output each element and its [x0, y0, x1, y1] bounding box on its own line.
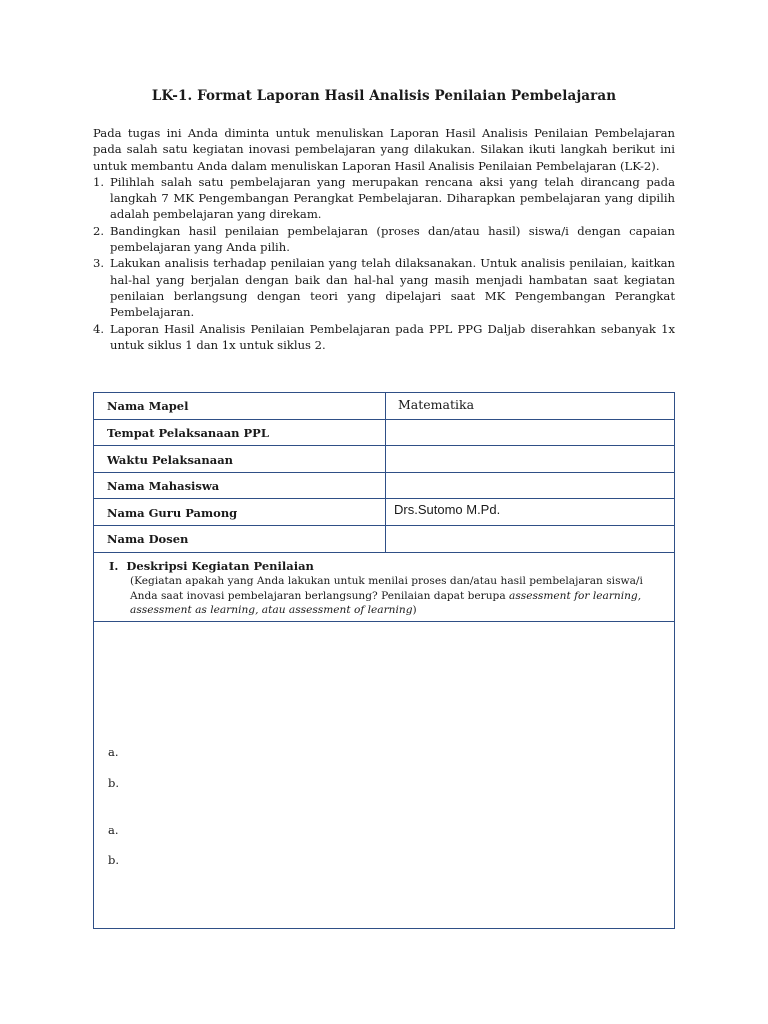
- step-text: Lakukan analisis terhadap penilaian yang telah dilaksanakan. Untuk analisis penilaian, kaitkan hal-hal yang berjalan dengan baik dan hal-hal yang masih menjadi hambatan saat kegiatan penilaian berlangsung dengan teori yang dipelajari saat MK Pengembangan Perangkat Pembelajaran.: [110, 256, 675, 320]
- step-item: [93, 321, 675, 354]
- step-item: [93, 174, 675, 223]
- row-nama-guru-pamong: [94, 499, 674, 526]
- instructions: [93, 125, 675, 353]
- value-nama-mapel[interactable]: Matematika: [398, 397, 475, 412]
- section-header-row: [94, 553, 674, 622]
- document-title: LK-1. Format Laporan Hasil Analisis Penilaian Pembelajaran: [151, 88, 617, 104]
- step-item: [93, 255, 675, 320]
- answer-item-b: b.: [108, 853, 120, 867]
- report-form-table: [93, 392, 675, 929]
- label-nama-dosen: Nama Dosen: [107, 532, 189, 546]
- row-nama-mapel: [94, 393, 674, 420]
- label-nama-mahasiswa: Nama Mahasiswa: [107, 479, 220, 493]
- section-title: Deskripsi Kegiatan Penilaian: [126, 559, 314, 573]
- row-nama-mahasiswa: [94, 473, 674, 499]
- step-item: [93, 223, 675, 256]
- section-desc-close: ): [412, 604, 417, 617]
- section-desc-text: (Kegiatan apakah yang Anda lakukan untuk menilai proses dan/atau hasil pembelajaran siswa/i Anda saat inovasi pembelajaran berlangsung? Penilaian dapat berupa: [130, 575, 643, 602]
- label-waktu-pelaksanaan: Waktu Pelaksanaan: [107, 453, 234, 467]
- label-nama-guru-pamong: Nama Guru Pamong: [107, 506, 238, 520]
- column-divider: [385, 446, 386, 472]
- column-divider: [385, 499, 386, 525]
- row-tempat-pelaksanaan: [94, 420, 674, 446]
- step-text: Bandingkan hasil penilaian pembelajaran (proses dan/atau hasil) siswa/i dengan capaian pembelajaran yang Anda pilih.: [110, 223, 675, 255]
- step-text: Pilihlah salah satu pembelajaran yang merupakan rencana aksi yang telah dirancang pada langkah 7 MK Pengembangan Perangkat Pembelajaran. Diharapkan pembelajaran yang dipilih adalah pembelajaran yang direkam.: [110, 174, 675, 222]
- row-waktu-pelaksanaan: [94, 446, 674, 473]
- answer-item-a: a.: [108, 745, 119, 759]
- step-text: Laporan Hasil Analisis Penilaian Pembelajaran pada PPL PPG Daljab diserahkan sebanyak 1x untuk siklus 1 dan 1x untuk siklus 2.: [110, 321, 675, 352]
- intro-paragraph: Pada tugas ini Anda diminta untuk menuliskan Laporan Hasil Analisis Penilaian Pembelajaran pada salah satu kegiatan inovasi pembelajaran yang dilakukan. Silakan ikuti langkah berikut ini untuk membantu Anda dalam menuliskan Laporan Hasil Analisis Penilaian Pembelajaran (LK-2).: [93, 126, 675, 173]
- section-description: [130, 574, 660, 618]
- value-nama-guru-pamong[interactable]: Drs.Sutomo M.Pd.: [394, 502, 501, 517]
- label-tempat-pelaksanaan: Tempat Pelaksanaan PPL: [107, 426, 269, 440]
- section-desc-italic: assessment for learning, assessment as learning, atau assessment of learning: [130, 589, 642, 617]
- label-nama-mapel: Nama Mapel: [107, 399, 189, 413]
- answer-item-a: a.: [108, 823, 119, 837]
- steps-list: [93, 174, 675, 353]
- step-number: 3.: [93, 256, 105, 271]
- answer-item-b: b.: [108, 776, 120, 790]
- section-number: I.: [109, 559, 119, 573]
- step-number: 2.: [93, 223, 105, 238]
- row-nama-dosen: [94, 526, 674, 553]
- section-heading: [109, 559, 314, 573]
- column-divider: [385, 473, 386, 498]
- answer-area[interactable]: [94, 622, 674, 928]
- column-divider: [385, 393, 386, 419]
- column-divider: [385, 420, 386, 445]
- column-divider: [385, 526, 386, 552]
- step-number: 4.: [93, 321, 105, 336]
- step-number: 1.: [93, 174, 105, 189]
